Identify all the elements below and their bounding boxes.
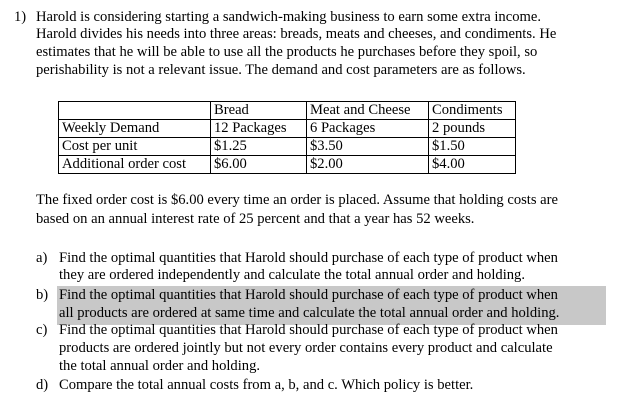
paragraph-line: based on an annual interest rate of 25 percent and that a year has 52 weeks. <box>36 211 475 227</box>
table-cell: Additional order cost <box>59 156 211 174</box>
intro-line: Harold divides his needs into three areas: breads, meats and cheeses, and condiments. He <box>36 26 557 42</box>
table-row <box>59 156 516 174</box>
table-header-cell <box>59 102 211 120</box>
question-line: they are ordered independently and calculate the total annual order and holding. <box>59 267 526 283</box>
table-cell: $2.00 <box>307 156 429 174</box>
table-cell: 12 Packages <box>211 120 307 138</box>
question-line: Find the optimal quantities that Harold should purchase of each type of product when <box>59 250 558 266</box>
parameters-table <box>58 101 516 174</box>
table-header-cell: Bread <box>211 102 307 120</box>
table-cell: 2 pounds <box>429 120 516 138</box>
table-header-row <box>59 102 516 120</box>
question-line: Find the optimal quantities that Harold should purchase of each type of product when <box>59 322 558 338</box>
intro-line: Harold is considering starting a sandwich-making business to earn some extra income. <box>36 9 541 25</box>
table-cell: $4.00 <box>429 156 516 174</box>
table-cell: $6.00 <box>211 156 307 174</box>
table-header-cell: Meat and Cheese <box>307 102 429 120</box>
table-cell: $1.50 <box>429 138 516 156</box>
question-label: b) <box>36 287 49 303</box>
table-cell: Cost per unit <box>59 138 211 156</box>
table-cell: $1.25 <box>211 138 307 156</box>
table-cell: $3.50 <box>307 138 429 156</box>
question-label: a) <box>36 250 48 266</box>
question-label: d) <box>36 377 49 393</box>
intro-line: perishability is not a relevant issue. The demand and cost parameters are as follows. <box>36 62 526 78</box>
paragraph-line: The fixed order cost is $6.00 every time an order is placed. Assume that holding costs are <box>36 192 558 208</box>
question-line: Compare the total annual costs from a, b, and c. Which policy is better. <box>59 377 474 393</box>
table-row <box>59 138 516 156</box>
table-header-cell: Condiments <box>429 102 516 120</box>
table-cell: Weekly Demand <box>59 120 211 138</box>
question-line: Find the optimal quantities that Harold should purchase of each type of product when <box>59 287 558 303</box>
problem-number: 1) <box>14 9 27 25</box>
question-line: all products are ordered at same time and calculate the total annual order and holding. <box>59 305 560 321</box>
table-row <box>59 120 516 138</box>
question-label: c) <box>36 322 48 338</box>
question-line: the total annual order and holding. <box>59 358 261 374</box>
question-line: products are ordered jointly but not every order contains every product and calculate <box>59 340 553 356</box>
intro-line: estimates that he will be able to use all the products he purchases before they spoil, so <box>36 44 538 60</box>
table-cell: 6 Packages <box>307 120 429 138</box>
